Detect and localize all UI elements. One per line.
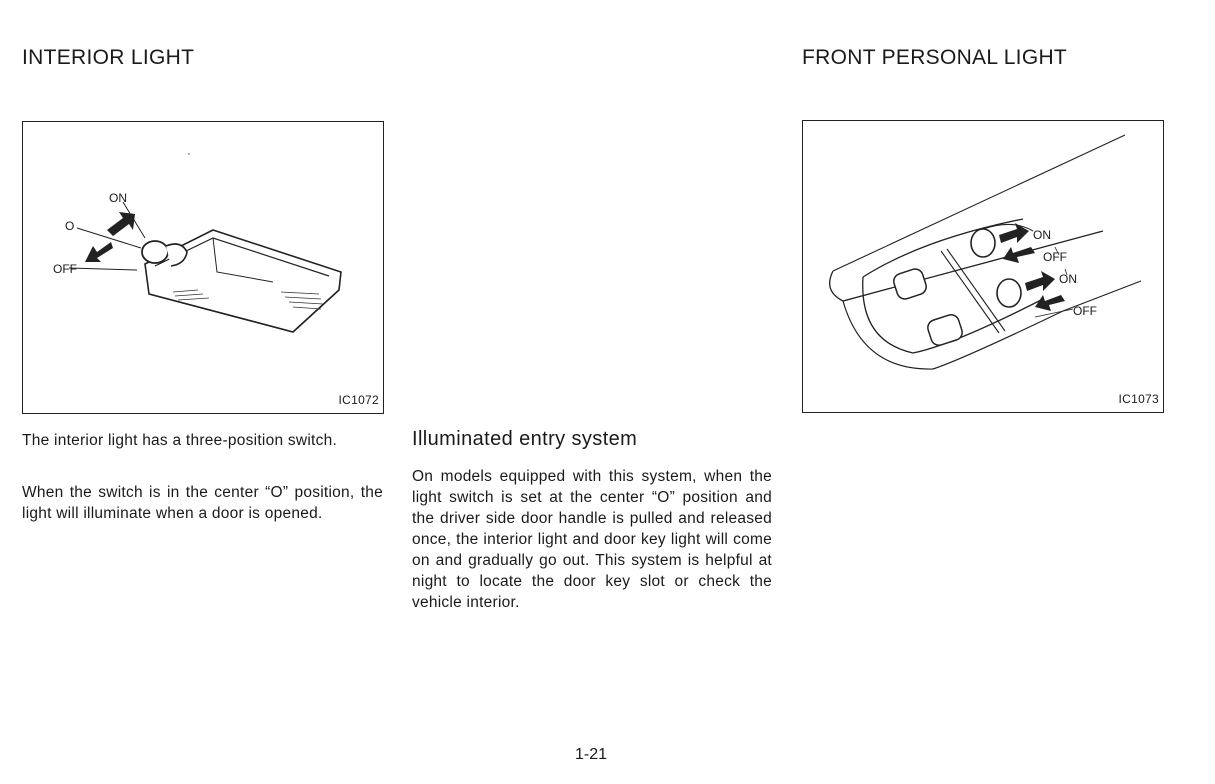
front-personal-light-heading: FRONT PERSONAL LIGHT	[802, 46, 1068, 69]
off-label: OFF	[53, 262, 77, 276]
center-position-paragraph: When the switch is in the center “O” position, the light will illuminate when a door is opened.	[22, 484, 383, 522]
on-label: ON	[109, 191, 127, 205]
page-number: 1-21	[575, 746, 608, 763]
illuminated-entry-paragraph: On models equipped with this system, when the light switch is set at the center “O” position and the driver side door handle is pulled and released once, the interior light and door key light will come on and gradually go out. This system is helpful at night to locate the door key slot or check the vehicle interior.	[412, 468, 772, 611]
front-personal-light-illustration	[803, 121, 1163, 412]
interior-light-illustration	[23, 122, 383, 413]
center-position-label: O	[65, 219, 75, 233]
interior-light-heading: INTERIOR LIGHT	[22, 46, 195, 69]
front-personal-light-figure	[802, 120, 1164, 413]
on-label-upper: ON	[1033, 228, 1051, 242]
three-position-paragraph: The interior light has a three-position switch.	[22, 432, 338, 449]
interior-light-figure	[22, 121, 384, 414]
figure-code: IC1072	[338, 393, 379, 407]
on-label-lower: ON	[1059, 272, 1077, 286]
illuminated-entry-heading: Illuminated entry system	[412, 428, 638, 450]
figure-code: IC1073	[1118, 392, 1159, 406]
off-label-upper: OFF	[1043, 250, 1067, 264]
off-label-lower: OFF	[1073, 304, 1097, 318]
